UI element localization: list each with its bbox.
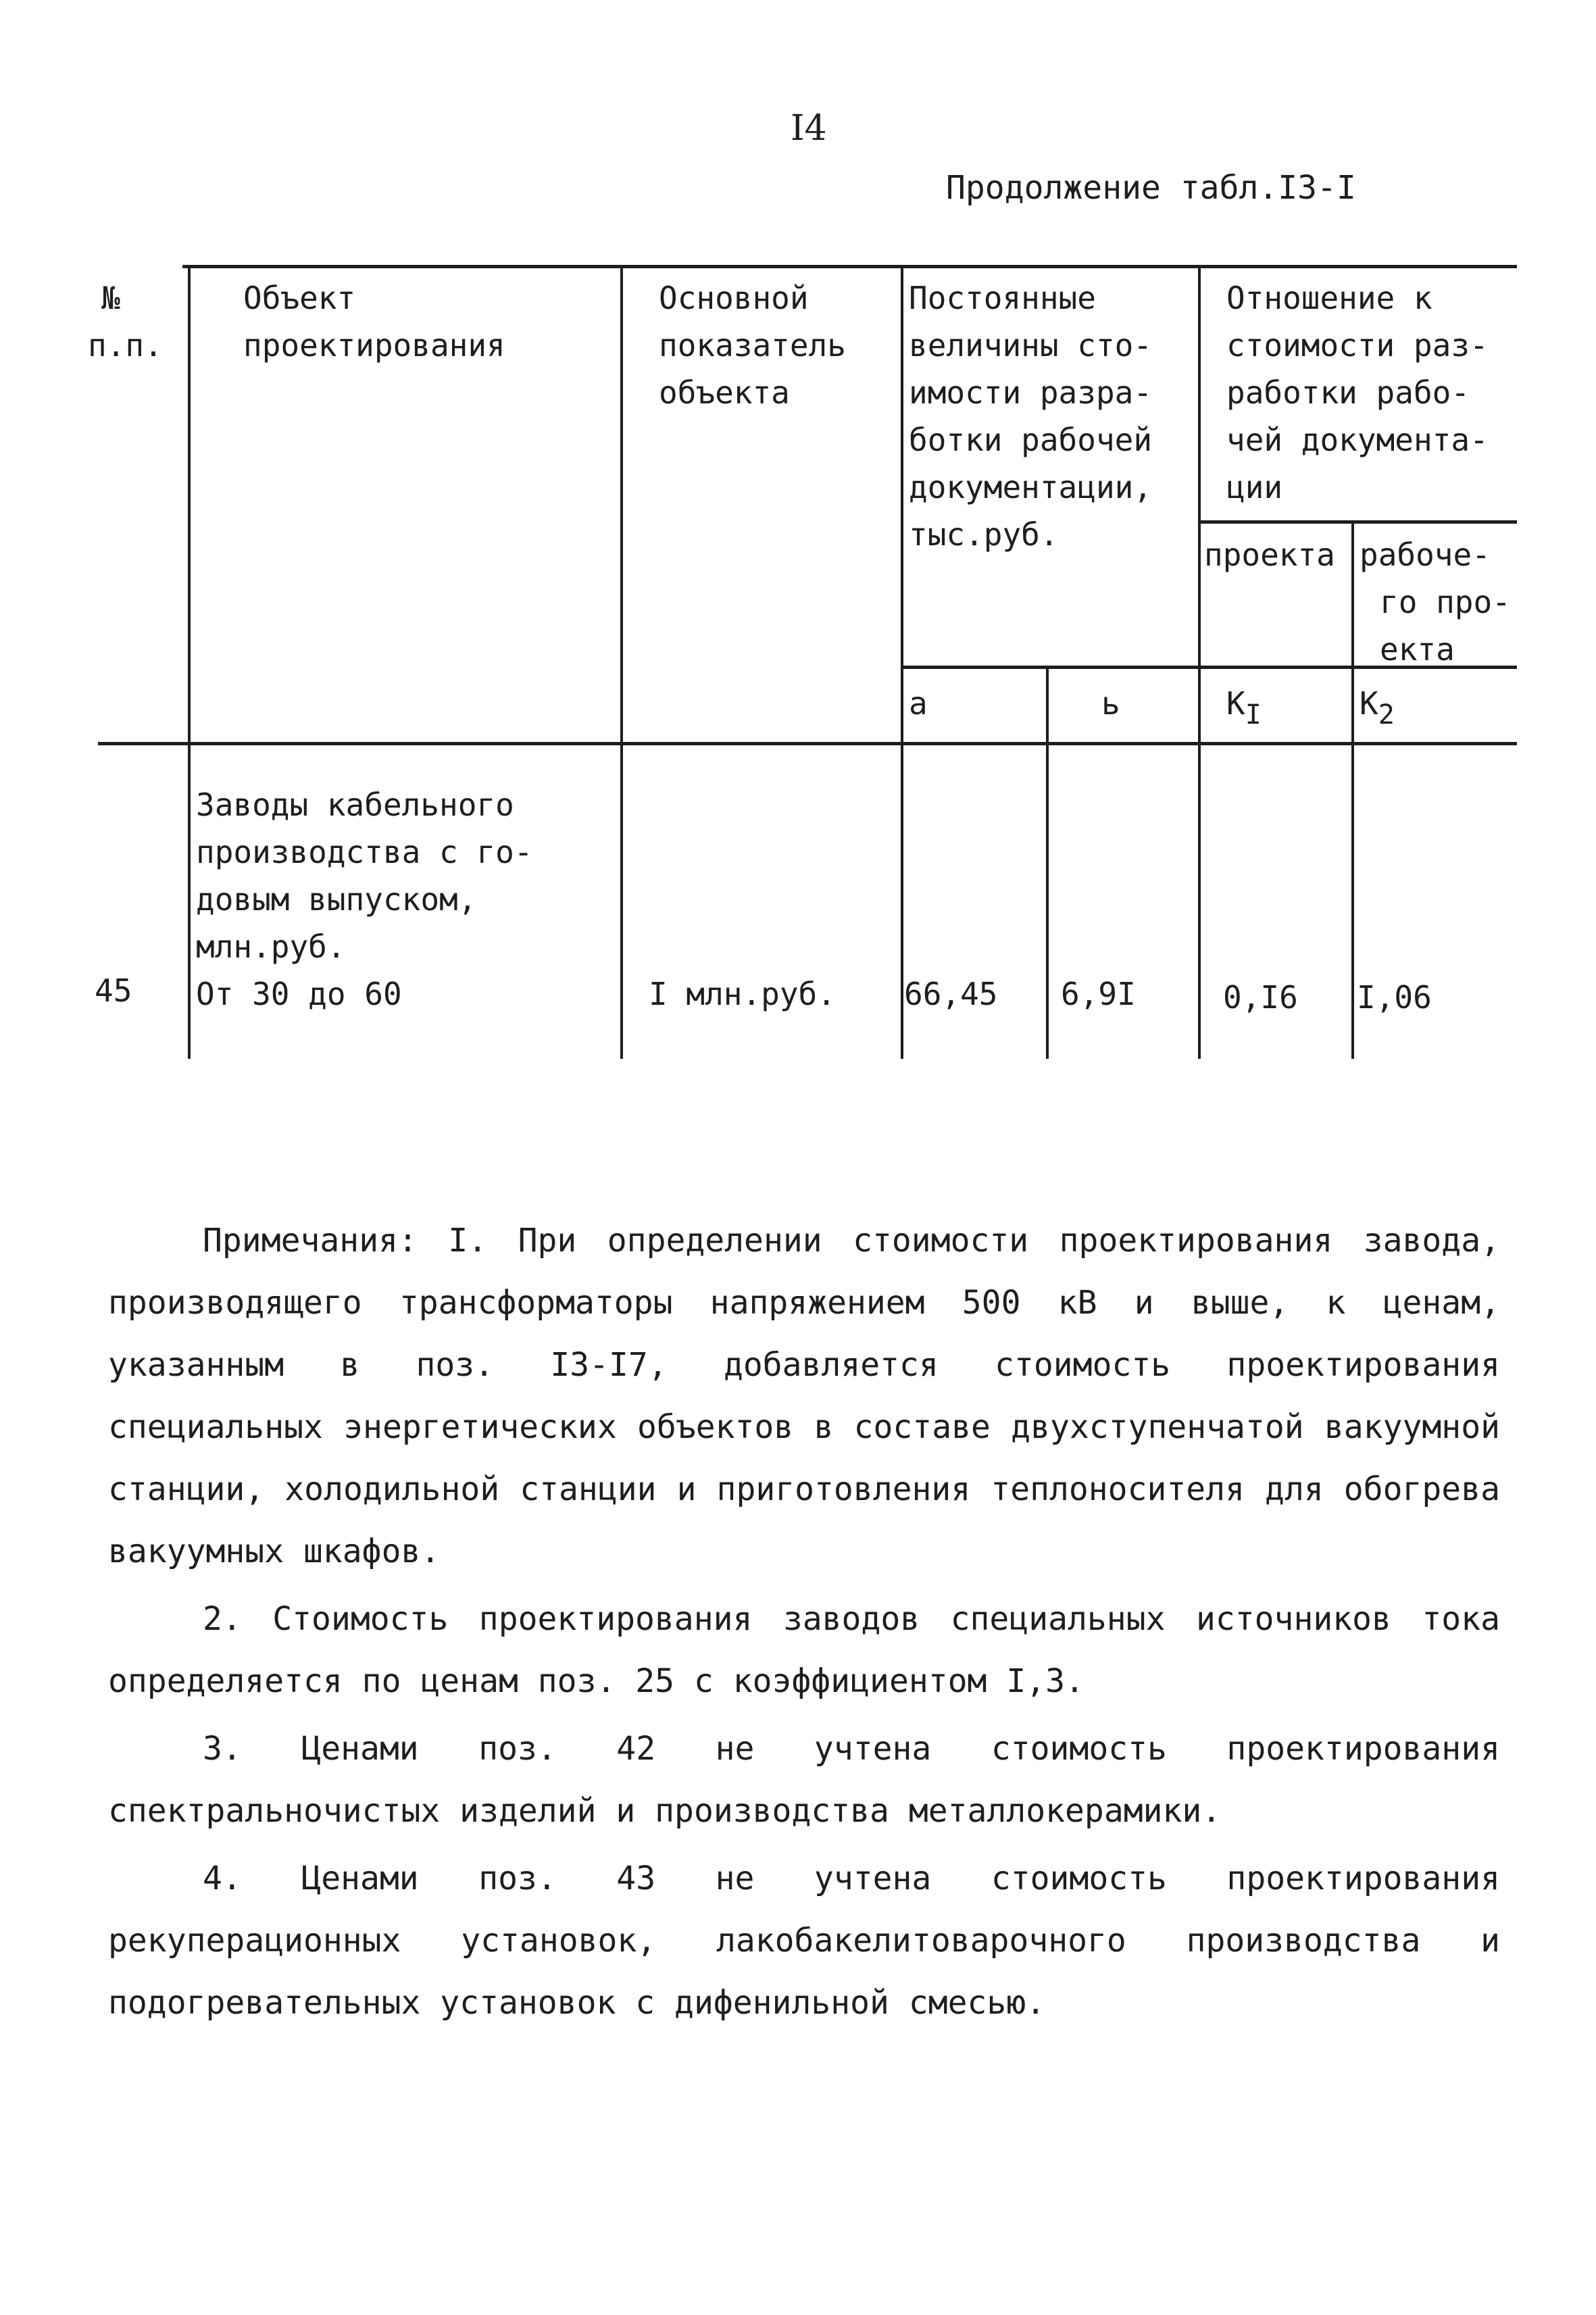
header-object-1: Объект bbox=[243, 280, 356, 316]
header-constants-6: тыс.руб. bbox=[909, 516, 1059, 553]
header-constants-3: имости разра- bbox=[909, 374, 1153, 411]
note-1: Примечания: I. При определении стоимости проектирования завода, производящего трансформаторы напряжением 500 кВ и выше, к ценам, указанным в поз. I3-I7, добавляется стоимость проектирования специальных энергетических объектов в составе двухступенчатой вакуумной станции, холодильной станции и приготовления теплоносителя для обогрева вакуумных шкафов. bbox=[108, 1222, 1500, 1570]
header-constants-4: ботки рабочей bbox=[909, 422, 1153, 458]
table-top-rule bbox=[182, 265, 1517, 268]
header-object-2: проектирования bbox=[243, 327, 505, 364]
row-object-line-1: Заводы кабельного bbox=[196, 787, 514, 823]
header-ratio-4: чей документа- bbox=[1226, 422, 1489, 458]
col-rule-constants bbox=[1198, 267, 1201, 1059]
header-indicator-2: показатель bbox=[659, 327, 846, 364]
ratio-subheader-rule bbox=[1199, 520, 1517, 524]
header-indicator-1: Основной bbox=[659, 280, 809, 316]
header-num-2: п.п. bbox=[88, 327, 163, 364]
row-value-k2: I,06 bbox=[1357, 979, 1432, 1016]
header-ratio-work-project-1: рабоче- bbox=[1360, 537, 1491, 573]
header-constants-5: документации, bbox=[909, 469, 1153, 505]
row-value-b: 6,9I bbox=[1061, 976, 1136, 1012]
note-3: 3. Ценами поз. 42 не учтена стоимость проектирования спектральночистых изделий и производства металлокерамики. bbox=[108, 1730, 1500, 1830]
row-object-line-5: От 30 до 60 bbox=[196, 976, 402, 1012]
header-col-b: ь bbox=[1101, 685, 1120, 722]
header-ratio-1: Отношение к bbox=[1226, 280, 1432, 316]
header-ratio-work-project-3: екта bbox=[1380, 631, 1455, 668]
header-ratio-5: ции bbox=[1226, 469, 1283, 505]
header-constants-1: Постоянные bbox=[909, 280, 1096, 316]
note-4: 4. Ценами поз. 43 не учтена стоимость проектирования рекуперационных установок, лакобакелитоварочного производства и подогревательных установок с дифенильной смесью. bbox=[108, 1860, 1500, 2022]
col-rule-object bbox=[620, 267, 623, 1059]
header-ratio-3: работки рабо- bbox=[1226, 374, 1470, 411]
header-indicator-3: объекта bbox=[659, 374, 790, 411]
subcolumn-rule-constants bbox=[902, 666, 1199, 669]
row-object-line-3: довым выпуском, bbox=[196, 881, 477, 918]
table-continuation-caption: Продолжение табл.I3-I bbox=[946, 169, 1356, 207]
header-num-1: № bbox=[101, 280, 120, 316]
row-value-k1: 0,I6 bbox=[1223, 979, 1298, 1016]
header-ratio-project: проекта bbox=[1204, 537, 1335, 573]
header-k2-subscript: 2 bbox=[1378, 699, 1395, 730]
header-ratio-work-project-2: го про- bbox=[1380, 584, 1511, 620]
header-col-a: а bbox=[909, 685, 928, 722]
page-number: I4 bbox=[791, 108, 827, 149]
row-value-a: 66,45 bbox=[904, 976, 998, 1012]
col-rule-num bbox=[188, 267, 191, 1059]
header-k2-letter: К bbox=[1360, 685, 1378, 722]
header-k1 bbox=[1226, 679, 1262, 730]
row-indicator: I млн.руб. bbox=[649, 976, 836, 1012]
col-rule-a bbox=[1046, 668, 1049, 1059]
header-constants-2: величины сто- bbox=[909, 327, 1153, 364]
row-number: 45 bbox=[95, 972, 132, 1009]
header-k2 bbox=[1360, 679, 1395, 730]
header-k1-subscript: I bbox=[1245, 699, 1262, 730]
header-ratio-2: стоимости раз- bbox=[1226, 327, 1489, 364]
subcolumn-rule-ratio bbox=[1199, 666, 1517, 669]
header-k1-letter: К bbox=[1226, 685, 1245, 722]
header-bottom-rule bbox=[98, 742, 1517, 745]
row-object-line-2: производства с го- bbox=[196, 834, 533, 870]
row-object-line-4: млн.руб. bbox=[196, 928, 346, 965]
col-rule-k1 bbox=[1351, 522, 1354, 1059]
notes bbox=[108, 1210, 1500, 2039]
col-rule-indicator bbox=[901, 267, 903, 1059]
note-2: 2. Стоимость проектирования заводов специальных источников тока определяется по ценам поз. 25 с коэффициентом I,3. bbox=[108, 1600, 1500, 1700]
